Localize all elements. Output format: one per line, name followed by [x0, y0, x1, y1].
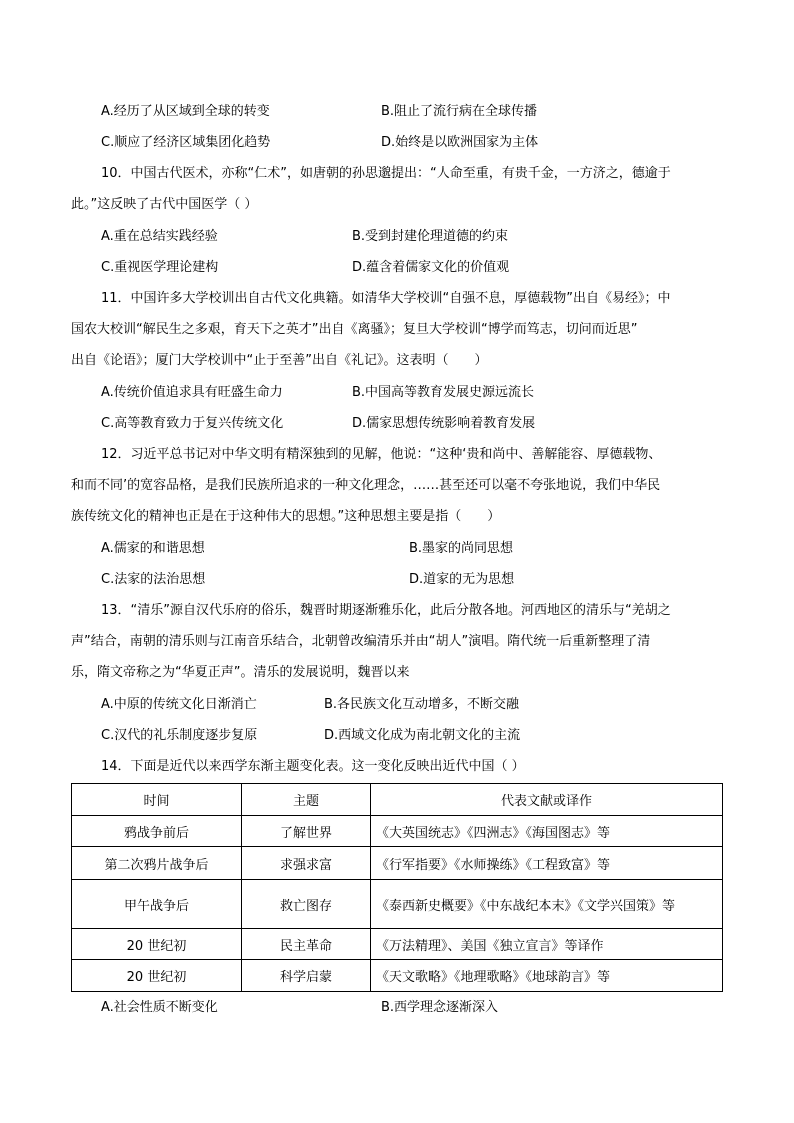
table-row	[72, 960, 723, 992]
q13-option-c[interactable]: C.汉代的礼乐制度逐步复原	[101, 728, 258, 743]
table-cell-time: 20 世纪初	[72, 960, 242, 992]
table-cell-time: 第二次鸦片战争后	[72, 847, 242, 880]
q13-option-a[interactable]: A.中原的传统文化日渐消亡	[101, 697, 257, 712]
q12-option-c[interactable]: C.法家的法治思想	[101, 572, 206, 587]
table-cell-works: 《万法精理》、美国《独立宣言》等译作	[371, 929, 723, 960]
table-cell-time: 甲午战争后	[72, 880, 242, 929]
q14-option-b[interactable]: B.西学理念逐渐深入	[381, 1000, 499, 1015]
q13-stem-line2: 声”结合，南朝的清乐则与江南音乐结合，北朝曾改编清乐并由“胡人”演唱。隋代统一后重新整理了清	[71, 634, 651, 649]
q12-stem-line3: 族传统文化的精神也正是在于这种伟大的思想。”这种思想主要是指（ ）	[71, 509, 501, 524]
q11-stem-line2: 国农大校训“解民生之多艰，育天下之英才”出自《离骚》；复旦大学校训“博学而笃志，切问而近思”	[71, 322, 638, 337]
q10-option-b[interactable]: B.受到封建伦理道德的约束	[352, 229, 509, 244]
table-cell-time: 20 世纪初	[72, 929, 242, 960]
q12-stem-line1: 12．习近平总书记对中华文明有精深独到的见解，他说：“这种‘贵和尚中、善解能容、厚德载物、	[101, 447, 662, 462]
q9-option-d[interactable]: D.始终是以欧洲国家为主体	[381, 135, 539, 150]
q11-stem-line1: 11．中国许多大学校训出自古代文化典籍。如清华大学校训“自强不息，厚德载物”出自《易经》；中	[101, 291, 671, 306]
table-row	[72, 847, 723, 880]
table-cell-theme: 了解世界	[242, 816, 371, 847]
q13-option-d[interactable]: D.西域文化成为南北朝文化的主流	[324, 728, 521, 743]
q10-option-c[interactable]: C.重视医学理论建构	[101, 260, 219, 275]
q11-stem-line3: 出自《论语》；厦门大学校训中“止于至善”出自《礼记》。这表明（ ）	[71, 353, 488, 368]
q12-stem-line2: 和而不同’的宽容品格，是我们民族所追求的一种文化理念，……甚至还可以毫不夸张地说，我们中华民	[71, 478, 661, 493]
q12-option-d[interactable]: D.道家的无为思想	[409, 572, 515, 587]
q9-option-b[interactable]: B.阻止了流行病在全球传播	[381, 104, 538, 119]
table-cell-works: 《天文歌略》《地理歌略》《地球韵言》等	[371, 960, 723, 992]
table-cell-works: 《行军指要》《水师操练》《工程致富》等	[371, 847, 723, 880]
q11-option-a[interactable]: A.传统价值追求具有旺盛生命力	[101, 385, 283, 400]
q13-stem-line1: 13．“清乐”源自汉代乐府的俗乐，魏晋时期逐渐雅乐化，此后分散各地。河西地区的清乐与“羌胡之	[101, 603, 671, 618]
table-cell-theme: 救亡图存	[242, 880, 371, 929]
table-header-works: 代表文献或译作	[371, 784, 723, 816]
table-row	[72, 880, 723, 929]
table-cell-works: 《泰西新史概要》《中东战纪本末》《文学兴国策》等	[371, 880, 723, 929]
table-row	[72, 816, 723, 847]
q10-stem-line2: 此。”这反映了古代中国医学（ ）	[71, 197, 258, 212]
q9-option-c[interactable]: C.顺应了经济区域集团化趋势	[101, 135, 271, 150]
q9-option-a[interactable]: A.经历了从区域到全球的转变	[101, 104, 270, 119]
table-cell-works: 《大英国统志》《四洲志》《海国图志》等	[371, 816, 723, 847]
table-cell-theme: 求强求富	[242, 847, 371, 880]
q11-option-b[interactable]: B.中国高等教育发展史源远流长	[352, 385, 535, 400]
western-learning-table	[71, 783, 723, 992]
q10-option-a[interactable]: A.重在总结实践经验	[101, 229, 218, 244]
q14-stem-line1: 14．下面是近代以来西学东渐主题变化表。这一变化反映出近代中国（ ）	[101, 759, 525, 774]
q12-option-a[interactable]: A.儒家的和谐思想	[101, 541, 205, 556]
q10-option-d[interactable]: D.蕴含着儒家文化的价值观	[352, 260, 510, 275]
q11-option-d[interactable]: D.儒家思想传统影响着教育发展	[352, 416, 536, 431]
q13-stem-line3: 乐，隋文帝称之为“华夏正声”。清乐的发展说明，魏晋以来	[71, 665, 410, 680]
table-header-row	[72, 784, 723, 816]
table-cell-time: 鸦战争前后	[72, 816, 242, 847]
q13-option-b[interactable]: B.各民族文化互动增多，不断交融	[324, 697, 520, 712]
table-header-theme: 主题	[242, 784, 371, 816]
table-row	[72, 929, 723, 960]
q10-stem-line1: 10．中国古代医术，亦称“仁术”，如唐朝的孙思邈提出：“人命至重，有贵千金，一方济之，德逾于	[101, 166, 671, 181]
table-header-time: 时间	[72, 784, 242, 816]
q11-option-c[interactable]: C.高等教育致力于复兴传统文化	[101, 416, 284, 431]
q12-option-b[interactable]: B.墨家的尚同思想	[409, 541, 514, 556]
table-cell-theme: 民主革命	[242, 929, 371, 960]
q14-option-a[interactable]: A.社会性质不断变化	[101, 1000, 218, 1015]
table-cell-theme: 科学启蒙	[242, 960, 371, 992]
